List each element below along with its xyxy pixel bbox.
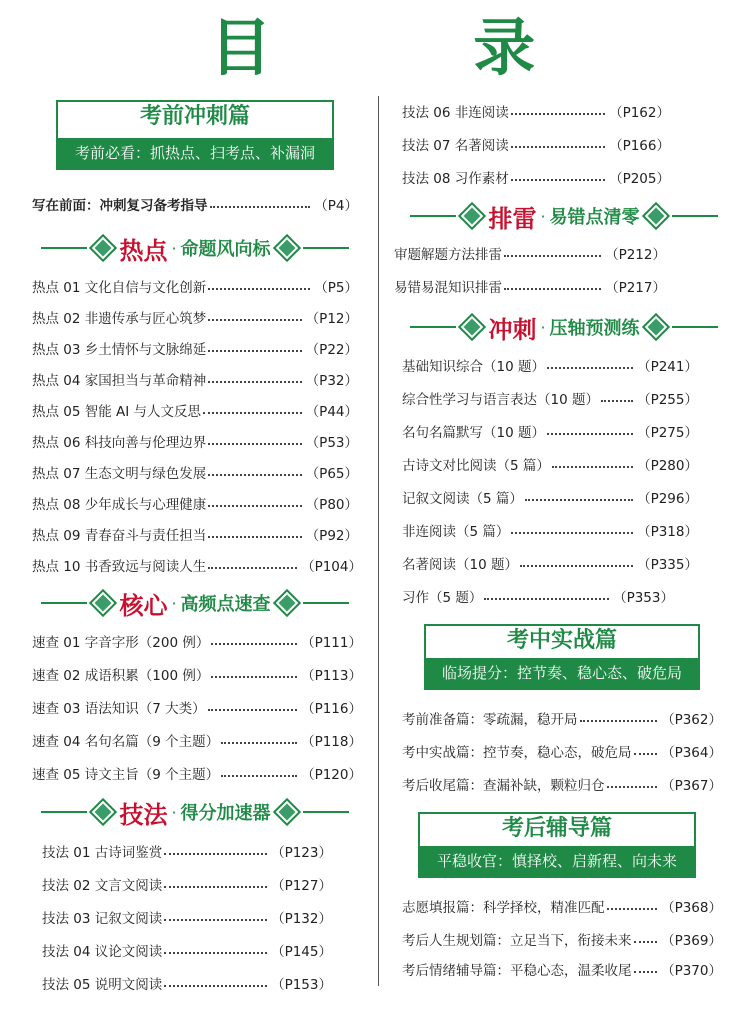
toc-item[interactable]: 热点 07 生态文明与绿色发展 （P65） — [32, 466, 358, 482]
toc-item[interactable]: 热点 02 非遗传承与匠心筑梦 （P12） — [32, 311, 358, 327]
toc-item[interactable]: 技法 02 文言文阅读 （P127） — [42, 878, 332, 894]
column-divider — [378, 96, 379, 986]
toc-item[interactable]: 技法 04 议论文阅读 （P145） — [42, 944, 332, 960]
toc-item[interactable]: 志愿填报篇：科学择校，精准匹配 （P368） — [402, 900, 722, 916]
section-box-subtitle: 考前必看：抓热点、扫考点、补漏洞 — [58, 138, 332, 168]
diamond-icon — [461, 205, 484, 228]
toc-item[interactable]: 热点 06 科技向善与伦理边界 （P53） — [32, 435, 358, 451]
toc-item[interactable]: 基础知识综合（10 题） （P241） — [402, 359, 698, 375]
toc-item[interactable]: 易错易混知识排雷 （P217） — [394, 280, 666, 296]
toc-item[interactable]: 技法 08 习作素材 （P205） — [402, 171, 670, 187]
section-box-exam — [424, 624, 700, 690]
toc-item[interactable]: 速查 03 语法知识（7 大类） （P116） — [32, 701, 362, 717]
diamond-icon — [275, 592, 298, 615]
toc-item[interactable]: 考前准备篇：零疏漏，稳开局 （P362） — [402, 712, 722, 728]
toc-item[interactable]: 古诗文对比阅读（5 篇） （P280） — [402, 458, 698, 474]
toc-item[interactable]: 考后人生规划篇：立足当下，衔接未来 （P369） — [402, 933, 722, 949]
toc-item[interactable]: 考后收尾篇：查漏补缺，颗粒归仓 （P367） — [402, 778, 722, 794]
toc-item[interactable]: 热点 01 文化自信与文化创新 （P5） — [32, 280, 358, 296]
section-header-technique: 技法 · 得分加速器 — [30, 795, 360, 829]
toc-item-intro[interactable]: 写在前面：冲刺复习备考指导 （P4） — [32, 198, 358, 214]
toc-item[interactable]: 热点 08 少年成长与心理健康 （P80） — [32, 497, 358, 513]
toc-item[interactable]: 习作（5 题） （P353） — [402, 590, 674, 606]
section-header-mine: 排雷 · 易错点清零 — [394, 199, 734, 233]
diamond-icon — [92, 237, 115, 260]
toc-item[interactable]: 技法 01 古诗词鉴赏 （P123） — [42, 845, 332, 861]
toc-item[interactable]: 名著阅读（10 题） （P335） — [402, 557, 698, 573]
section-box-title: 考后辅导篇 — [501, 816, 612, 841]
toc-item[interactable]: 技法 03 记叙文阅读 （P132） — [42, 911, 332, 927]
toc-item[interactable]: 热点 03 乡土情怀与文脉绵延 （P22） — [32, 342, 358, 358]
diamond-icon — [275, 801, 298, 824]
toc-item[interactable]: 技法 07 名著阅读 （P166） — [402, 138, 670, 154]
toc-item[interactable]: 速查 04 名句名篇（9 个主题） （P118） — [32, 734, 362, 750]
diamond-icon — [92, 801, 115, 824]
toc-item[interactable]: 热点 04 家国担当与革命精神 （P32） — [32, 373, 358, 389]
section-box-title: 考前冲刺篇 — [139, 104, 250, 129]
toc-item[interactable]: 热点 05 智能 AI 与人文反思 （P44） — [32, 404, 358, 420]
toc-item[interactable]: 考后情绪辅导篇：平稳心态，温柔收尾 （P370） — [402, 963, 722, 979]
toc-item[interactable]: 速查 05 诗文主旨（9 个主题） （P120） — [32, 767, 362, 783]
diamond-icon — [461, 316, 484, 339]
toc-item[interactable]: 速查 01 字音字形（200 例） （P111） — [32, 635, 362, 651]
page-title: 目 录 — [209, 11, 626, 84]
toc-item[interactable]: 审题解题方法排雷 （P212） — [394, 247, 666, 263]
toc-item[interactable]: 非连阅读（5 篇） （P318） — [402, 524, 698, 540]
toc-item[interactable]: 热点 10 书香致远与阅读人生 （P104） — [32, 559, 362, 575]
diamond-icon — [92, 592, 115, 615]
toc-item[interactable]: 综合性学习与语言表达（10 题） （P255） — [402, 392, 698, 408]
toc-item[interactable]: 技法 06 非连阅读 （P162） — [402, 105, 670, 121]
section-box-sprint — [56, 100, 334, 170]
diamond-icon — [275, 237, 298, 260]
diamond-icon — [644, 205, 667, 228]
toc-item[interactable]: 热点 09 青春奋斗与责任担当 （P92） — [32, 528, 358, 544]
section-box-subtitle: 平稳收官：慎择校、启新程、向未来 — [420, 846, 694, 876]
toc-item[interactable]: 记叙文阅读（5 篇） （P296） — [402, 491, 698, 507]
diamond-icon — [644, 316, 667, 339]
toc-item[interactable]: 考中实战篇：控节奏，稳心态，破危局 （P364） — [402, 745, 722, 761]
section-box-after — [418, 812, 696, 878]
section-box-title: 考中实战篇 — [506, 628, 617, 653]
toc-item[interactable]: 名句名篇默写（10 题） （P275） — [402, 425, 698, 441]
section-header-core: 核心 · 高频点速查 — [30, 586, 360, 620]
section-header-hotspot: 热点 · 命题风向标 — [30, 231, 360, 265]
section-box-subtitle: 临场提分：控节奏、稳心态、破危局 — [426, 658, 698, 688]
toc-item[interactable]: 速查 02 成语积累（100 例） （P113） — [32, 668, 362, 684]
section-header-sprint: 冲刺 · 压轴预测练 — [394, 310, 734, 344]
toc-item[interactable]: 技法 05 说明文阅读 （P153） — [42, 977, 332, 993]
